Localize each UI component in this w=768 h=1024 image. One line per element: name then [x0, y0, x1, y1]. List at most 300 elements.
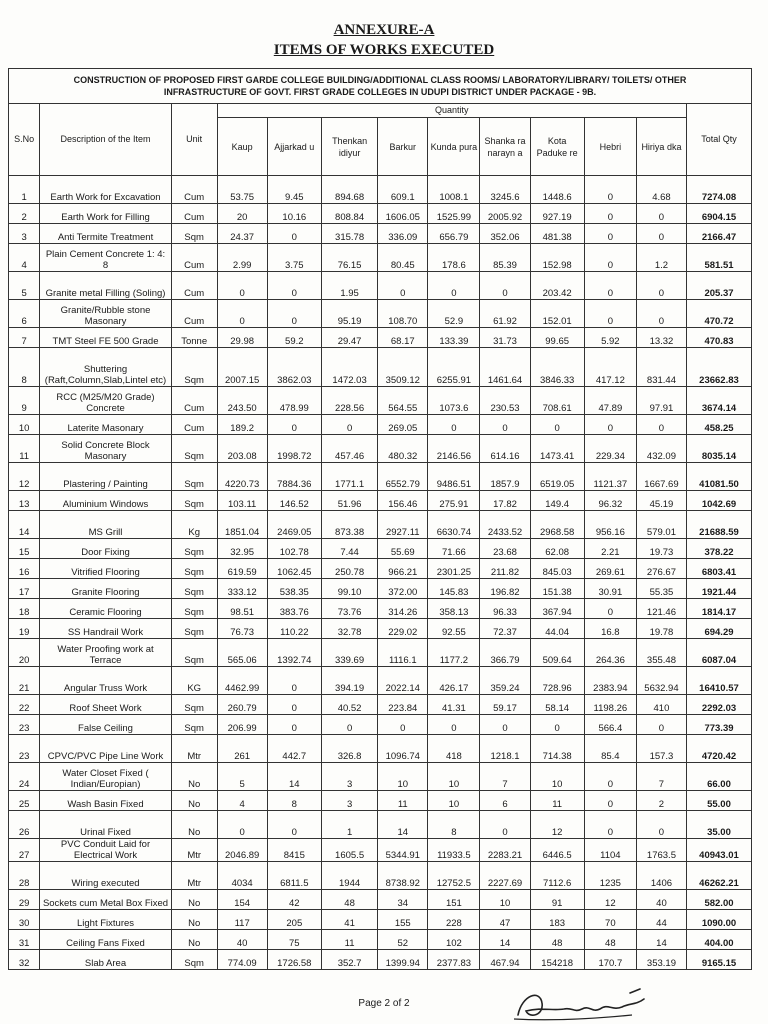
quantity-cell: 275.91	[428, 491, 480, 511]
table-row	[9, 387, 752, 415]
quantity-cell: 1771.1	[321, 463, 377, 491]
table-row	[9, 435, 752, 463]
quantity-cell: 8	[267, 791, 321, 811]
unit-cell: Mtr	[171, 862, 217, 890]
quantity-cell: 0	[428, 272, 480, 300]
items-title: ITEMS OF WORKS EXECUTED	[273, 42, 495, 58]
quantity-cell: 0	[428, 715, 480, 735]
quantity-cell: 1606.05	[378, 204, 428, 224]
quantity-cell: 72.37	[480, 619, 530, 639]
quantity-cell: 1392.74	[267, 639, 321, 667]
quantity-cell: 7884.36	[267, 463, 321, 491]
description-cell: RCC (M25/M20 Grade) Concrete	[40, 387, 171, 415]
quantity-cell: 48	[321, 890, 377, 910]
quantity-cell: 264.36	[584, 639, 636, 667]
quantity-cell: 62.08	[530, 539, 584, 559]
quantity-cell: 1198.26	[584, 695, 636, 715]
quantity-cell: 352.06	[480, 224, 530, 244]
quantity-cell: 1472.03	[321, 348, 377, 387]
sno-cell: 3	[9, 224, 40, 244]
quantity-cell: 481.38	[530, 224, 584, 244]
total-cell: 8035.14	[686, 435, 751, 463]
quantity-cell: 6519.05	[530, 463, 584, 491]
quantity-cell: 230.53	[480, 387, 530, 415]
quantity-cell: 326.8	[321, 735, 377, 763]
quantity-cell: 152.98	[530, 244, 584, 272]
quantity-cell: 0	[480, 272, 530, 300]
table-row	[9, 224, 752, 244]
unit-cell: No	[171, 763, 217, 791]
quantity-cell: 0	[267, 415, 321, 435]
quantity-cell: 394.19	[321, 667, 377, 695]
quantity-cell: 1073.6	[428, 387, 480, 415]
quantity-cell: 0	[321, 415, 377, 435]
quantity-cell: 0	[584, 176, 636, 204]
col-place: Kaup	[217, 118, 267, 176]
quantity-cell: 7112.6	[530, 862, 584, 890]
quantity-cell: 367.94	[530, 599, 584, 619]
quantity-cell: 2007.15	[217, 348, 267, 387]
quantity-cell: 10	[480, 890, 530, 910]
table-row	[9, 862, 752, 890]
quantity-cell: 152.01	[530, 300, 584, 328]
quantity-cell: 8	[428, 811, 480, 839]
quantity-cell: 121.46	[636, 599, 686, 619]
total-cell: 582.00	[686, 890, 751, 910]
quantity-cell: 96.32	[584, 491, 636, 511]
table-row	[9, 715, 752, 735]
total-cell: 41081.50	[686, 463, 751, 491]
table-row	[9, 463, 752, 491]
quantity-cell: 149.4	[530, 491, 584, 511]
quantity-cell: 3846.33	[530, 348, 584, 387]
description-cell: Slab Area	[40, 950, 171, 970]
sno-cell: 20	[9, 639, 40, 667]
quantity-cell: 97.91	[636, 387, 686, 415]
quantity-cell: 76.73	[217, 619, 267, 639]
quantity-cell: 41.31	[428, 695, 480, 715]
quantity-cell: 355.48	[636, 639, 686, 667]
quantity-cell: 14	[267, 763, 321, 791]
sno-cell: 1	[9, 176, 40, 204]
quantity-cell: 565.06	[217, 639, 267, 667]
unit-cell: Cum	[171, 244, 217, 272]
quantity-cell: 48	[584, 930, 636, 950]
quantity-cell: 206.99	[217, 715, 267, 735]
unit-cell: Tonne	[171, 328, 217, 348]
quantity-cell: 0	[636, 224, 686, 244]
quantity-cell: 13.32	[636, 328, 686, 348]
total-cell: 9165.15	[686, 950, 751, 970]
quantity-cell: 0	[636, 204, 686, 224]
quantity-cell: 4	[217, 791, 267, 811]
quantity-cell: 157.3	[636, 735, 686, 763]
quantity-cell: 85.4	[584, 735, 636, 763]
description-cell: Angular Truss Work	[40, 667, 171, 695]
quantity-cell: 80.45	[378, 244, 428, 272]
description-cell: Sockets cum Metal Box Fixed	[40, 890, 171, 910]
quantity-cell: 70	[584, 910, 636, 930]
unit-cell: Sqm	[171, 224, 217, 244]
table-row	[9, 619, 752, 639]
description-cell: Water Closet Fixed ( Indian/Europian)	[40, 763, 171, 791]
sno-cell: 22	[9, 695, 40, 715]
total-cell: 21688.59	[686, 511, 751, 539]
quantity-cell: 4.68	[636, 176, 686, 204]
quantity-cell: 58.14	[530, 695, 584, 715]
description-cell: Granite Flooring	[40, 579, 171, 599]
quantity-cell: 41	[321, 910, 377, 930]
quantity-cell: 6	[480, 791, 530, 811]
sno-cell: 17	[9, 579, 40, 599]
quantity-cell: 566.4	[584, 715, 636, 735]
total-cell: 2292.03	[686, 695, 751, 715]
quantity-cell: 1525.99	[428, 204, 480, 224]
unit-cell: Cum	[171, 387, 217, 415]
description-cell: False Ceiling	[40, 715, 171, 735]
total-cell: 378.22	[686, 539, 751, 559]
quantity-cell: 3245.6	[480, 176, 530, 204]
sno-cell: 21	[9, 667, 40, 695]
quantity-cell: 51.96	[321, 491, 377, 511]
quantity-cell: 151	[428, 890, 480, 910]
quantity-cell: 0	[584, 791, 636, 811]
table-row	[9, 579, 752, 599]
table-row	[9, 348, 752, 387]
quantity-cell: 339.69	[321, 639, 377, 667]
description-cell: Shuttering (Raft,Column,Slab,Lintel etc)	[40, 348, 171, 387]
quantity-cell: 154218	[530, 950, 584, 970]
table-row	[9, 930, 752, 950]
quantity-cell: 0	[217, 272, 267, 300]
description-cell: Laterite Masonary	[40, 415, 171, 435]
quantity-cell: 55.35	[636, 579, 686, 599]
quantity-cell: 102.78	[267, 539, 321, 559]
quantity-cell: 12	[530, 811, 584, 839]
quantity-cell: 203.42	[530, 272, 584, 300]
unit-cell: Sqm	[171, 579, 217, 599]
sno-cell: 14	[9, 511, 40, 539]
col-place: Thenkan idiyur	[321, 118, 377, 176]
quantity-cell: 155	[378, 910, 428, 930]
project-line-1: CONSTRUCTION OF PROPOSED FIRST GARDE COLLEGE BUILDING/ADDITIONAL CLASS ROOMS/ LABORATORY/LIBRARY/ TOILETS/ OTHER	[73, 75, 687, 85]
quantity-cell: 0	[584, 244, 636, 272]
quantity-cell: 99.10	[321, 579, 377, 599]
description-cell: Granite/Rubble stone Masonary	[40, 300, 171, 328]
unit-cell: Mtr	[171, 735, 217, 763]
sno-cell: 18	[9, 599, 40, 619]
total-cell: 4720.42	[686, 735, 751, 763]
total-cell: 16410.57	[686, 667, 751, 695]
unit-cell: No	[171, 930, 217, 950]
quantity-cell: 1763.5	[636, 839, 686, 862]
quantity-cell: 0	[636, 715, 686, 735]
description-cell: Ceramic Flooring	[40, 599, 171, 619]
quantity-cell: 45.19	[636, 491, 686, 511]
description-cell: MS Grill	[40, 511, 171, 539]
unit-cell: Cum	[171, 176, 217, 204]
unit-cell: Sqm	[171, 950, 217, 970]
quantity-cell: 1667.69	[636, 463, 686, 491]
description-cell: Earth Work for Filling	[40, 204, 171, 224]
quantity-cell: 8415	[267, 839, 321, 862]
quantity-cell: 228	[428, 910, 480, 930]
quantity-cell: 7.44	[321, 539, 377, 559]
sno-cell: 29	[9, 890, 40, 910]
description-cell: Granite metal Filling (Soling)	[40, 272, 171, 300]
quantity-cell: 110.22	[267, 619, 321, 639]
quantity-cell: 358.13	[428, 599, 480, 619]
quantity-cell: 47.89	[584, 387, 636, 415]
quantity-cell: 6255.91	[428, 348, 480, 387]
unit-cell: Sqm	[171, 619, 217, 639]
col-place: Kota Paduke re	[530, 118, 584, 176]
quantity-cell: 1399.94	[378, 950, 428, 970]
quantity-cell: 2005.92	[480, 204, 530, 224]
quantity-cell: 708.61	[530, 387, 584, 415]
description-cell: Door Fixing	[40, 539, 171, 559]
quantity-cell: 774.09	[217, 950, 267, 970]
quantity-cell: 426.17	[428, 667, 480, 695]
quantity-cell: 3862.03	[267, 348, 321, 387]
quantity-cell: 0	[267, 811, 321, 839]
quantity-cell: 1857.9	[480, 463, 530, 491]
quantity-cell: 99.65	[530, 328, 584, 348]
unit-cell: Cum	[171, 415, 217, 435]
table-row	[9, 328, 752, 348]
table-row	[9, 735, 752, 763]
table-row	[9, 204, 752, 224]
quantity-cell: 53.75	[217, 176, 267, 204]
description-cell: Urinal Fixed	[40, 811, 171, 839]
col-place: Kunda pura	[428, 118, 480, 176]
sno-cell: 8	[9, 348, 40, 387]
quantity-cell: 359.24	[480, 667, 530, 695]
table-row	[9, 244, 752, 272]
quantity-cell: 353.19	[636, 950, 686, 970]
quantity-cell: 24.37	[217, 224, 267, 244]
unit-cell: Cum	[171, 300, 217, 328]
unit-cell: Kg	[171, 511, 217, 539]
table-row	[9, 839, 752, 862]
quantity-cell: 0	[217, 300, 267, 328]
quantity-cell: 133.39	[428, 328, 480, 348]
sno-cell: 12	[9, 463, 40, 491]
total-cell: 2166.47	[686, 224, 751, 244]
sno-cell: 31	[9, 930, 40, 950]
quantity-cell: 410	[636, 695, 686, 715]
quantity-cell: 4034	[217, 862, 267, 890]
quantity-cell: 2	[636, 791, 686, 811]
col-unit: Unit	[171, 104, 217, 176]
total-cell: 6803.41	[686, 559, 751, 579]
quantity-cell: 442.7	[267, 735, 321, 763]
quantity-cell: 0	[428, 415, 480, 435]
quantity-cell: 0	[584, 224, 636, 244]
quantity-cell: 9.45	[267, 176, 321, 204]
quantity-cell: 250.78	[321, 559, 377, 579]
quantity-cell: 2046.89	[217, 839, 267, 862]
quantity-cell: 538.35	[267, 579, 321, 599]
quantity-cell: 6552.79	[378, 463, 428, 491]
quantity-cell: 0	[217, 811, 267, 839]
sno-cell: 28	[9, 862, 40, 890]
quantity-cell: 10	[428, 791, 480, 811]
quantity-cell: 0	[321, 715, 377, 735]
table-row	[9, 415, 752, 435]
sno-cell: 15	[9, 539, 40, 559]
quantity-cell: 831.44	[636, 348, 686, 387]
quantity-cell: 609.1	[378, 176, 428, 204]
quantity-cell: 5.92	[584, 328, 636, 348]
quantity-cell: 1.95	[321, 272, 377, 300]
quantity-cell: 0	[480, 715, 530, 735]
total-cell: 46262.21	[686, 862, 751, 890]
quantity-cell: 5632.94	[636, 667, 686, 695]
quantity-cell: 432.09	[636, 435, 686, 463]
table-row	[9, 695, 752, 715]
quantity-cell: 260.79	[217, 695, 267, 715]
quantity-cell: 10	[428, 763, 480, 791]
quantity-cell: 0	[584, 272, 636, 300]
quantity-cell: 146.52	[267, 491, 321, 511]
quantity-cell: 564.55	[378, 387, 428, 415]
quantity-cell: 1062.45	[267, 559, 321, 579]
quantity-cell: 0	[267, 667, 321, 695]
quantity-cell: 2433.52	[480, 511, 530, 539]
total-cell: 35.00	[686, 811, 751, 839]
quantity-cell: 276.67	[636, 559, 686, 579]
quantity-cell: 0	[584, 415, 636, 435]
quantity-cell: 20	[217, 204, 267, 224]
quantity-cell: 85.39	[480, 244, 530, 272]
quantity-cell: 31.73	[480, 328, 530, 348]
quantity-cell: 2377.83	[428, 950, 480, 970]
quantity-cell: 509.64	[530, 639, 584, 667]
quantity-cell: 315.78	[321, 224, 377, 244]
quantity-cell: 30.91	[584, 579, 636, 599]
quantity-cell: 32.95	[217, 539, 267, 559]
quantity-cell: 229.34	[584, 435, 636, 463]
quantity-cell: 11933.5	[428, 839, 480, 862]
quantity-cell: 714.38	[530, 735, 584, 763]
quantity-cell: 2383.94	[584, 667, 636, 695]
quantity-cell: 189.2	[217, 415, 267, 435]
unit-cell: No	[171, 910, 217, 930]
total-cell: 7274.08	[686, 176, 751, 204]
quantity-cell: 76.15	[321, 244, 377, 272]
quantity-cell: 0	[267, 272, 321, 300]
quantity-cell: 1121.37	[584, 463, 636, 491]
quantity-cell: 170.7	[584, 950, 636, 970]
quantity-cell: 956.16	[584, 511, 636, 539]
quantity-cell: 40	[636, 890, 686, 910]
quantity-cell: 10	[530, 763, 584, 791]
unit-cell: Cum	[171, 272, 217, 300]
sno-cell: 25	[9, 791, 40, 811]
sno-cell: 23	[9, 735, 40, 763]
quantity-cell: 11	[378, 791, 428, 811]
col-quantity: Quantity	[217, 104, 686, 118]
quantity-cell: 1726.58	[267, 950, 321, 970]
quantity-cell: 44.04	[530, 619, 584, 639]
description-cell: SS Handrail Work	[40, 619, 171, 639]
description-cell: Aluminium Windows	[40, 491, 171, 511]
description-cell: Wiring executed	[40, 862, 171, 890]
table-row	[9, 559, 752, 579]
col-place: Hebri	[584, 118, 636, 176]
quantity-cell: 19.73	[636, 539, 686, 559]
unit-cell: No	[171, 811, 217, 839]
quantity-cell: 59.2	[267, 328, 321, 348]
quantity-cell: 103.11	[217, 491, 267, 511]
quantity-cell: 48	[530, 930, 584, 950]
quantity-cell: 1	[321, 811, 377, 839]
quantity-cell: 98.51	[217, 599, 267, 619]
description-cell: Roof Sheet Work	[40, 695, 171, 715]
col-place: Hiriya dka	[636, 118, 686, 176]
quantity-cell: 3	[321, 791, 377, 811]
quantity-cell: 0	[267, 695, 321, 715]
quantity-cell: 11	[321, 930, 377, 950]
quantity-cell: 14	[378, 811, 428, 839]
quantity-cell: 0	[480, 415, 530, 435]
quantity-cell: 894.68	[321, 176, 377, 204]
quantity-cell: 0	[584, 599, 636, 619]
total-cell: 6087.04	[686, 639, 751, 667]
quantity-cell: 68.17	[378, 328, 428, 348]
works-table	[8, 68, 752, 970]
quantity-cell: 228.56	[321, 387, 377, 415]
total-cell: 55.00	[686, 791, 751, 811]
quantity-cell: 0	[267, 715, 321, 735]
quantity-cell: 40.52	[321, 695, 377, 715]
total-cell: 66.00	[686, 763, 751, 791]
description-cell: Plastering / Painting	[40, 463, 171, 491]
quantity-cell: 8738.92	[378, 862, 428, 890]
quantity-cell: 0	[584, 204, 636, 224]
quantity-cell: 1944	[321, 862, 377, 890]
table-row	[9, 272, 752, 300]
quantity-cell: 478.99	[267, 387, 321, 415]
quantity-cell: 2146.56	[428, 435, 480, 463]
sno-cell: 4	[9, 244, 40, 272]
sno-cell: 5	[9, 272, 40, 300]
quantity-cell: 0	[378, 715, 428, 735]
quantity-cell: 55.69	[378, 539, 428, 559]
quantity-cell: 614.16	[480, 435, 530, 463]
quantity-cell: 178.6	[428, 244, 480, 272]
quantity-cell: 0	[584, 763, 636, 791]
quantity-cell: 467.94	[480, 950, 530, 970]
signature-image	[512, 985, 662, 1023]
quantity-cell: 2301.25	[428, 559, 480, 579]
quantity-cell: 7	[480, 763, 530, 791]
sno-cell: 23	[9, 715, 40, 735]
total-cell: 773.39	[686, 715, 751, 735]
table-body	[9, 176, 752, 970]
description-cell: Light Fixtures	[40, 910, 171, 930]
quantity-cell: 873.38	[321, 511, 377, 539]
quantity-cell: 3	[321, 763, 377, 791]
quantity-cell: 34	[378, 890, 428, 910]
quantity-cell: 145.83	[428, 579, 480, 599]
total-cell: 458.25	[686, 415, 751, 435]
total-cell: 1090.00	[686, 910, 751, 930]
total-cell: 1042.69	[686, 491, 751, 511]
quantity-cell: 2469.05	[267, 511, 321, 539]
quantity-cell: 0	[636, 415, 686, 435]
